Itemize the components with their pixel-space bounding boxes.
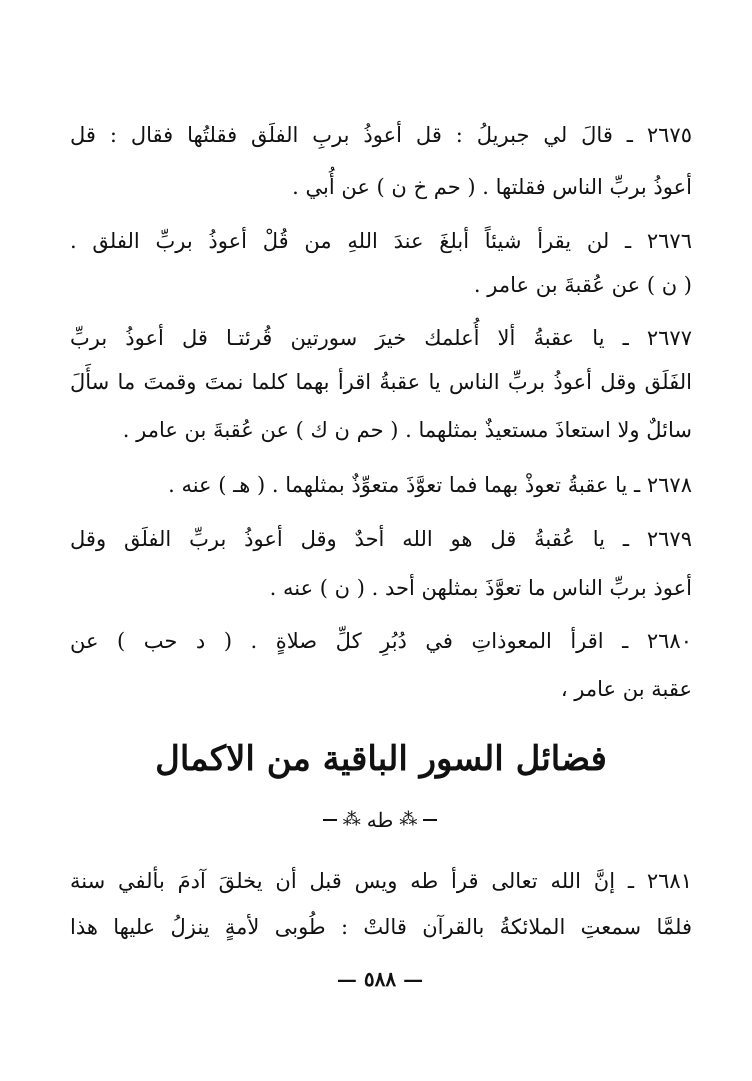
text-line-4: ( ن ) عن عُقبةَ بن عامر . <box>473 273 692 297</box>
ornament-label: طه <box>366 808 394 832</box>
text-line-12: عقبة بن عامر ، <box>560 677 692 701</box>
ornament-dash-right <box>423 819 437 821</box>
text-line-14: فلمَّا سمعتِ الملائكةُ بالقرآن قالتْ : طُوبى لأمةٍ ينزلُ عليها هذا <box>70 915 692 939</box>
text-line-11: ٢٦٨٠ ـ اقرأ المعوذاتِ في دُبُرِ كلِّ صلاةٍ . ( د حب ) عن <box>70 629 692 653</box>
text-line-7: سائلٌ ولا استعاذَ مستعيذٌ بمثلهما . ( حم ن ك ) عن عُقبةَ بن عامر . <box>122 418 692 442</box>
text-line-9: ٢٦٧٩ ـ يا عُقبةُ قل هو الله أحدٌ وقل أعوذُ بربِّ الفلَق وقل <box>70 527 692 551</box>
text-line-5: ٢٦٧٧ ـ يا عقبةُ ألا أُعلمك خيرَ سورتين قُرئتـا قل أعوذُ بربِّ <box>70 326 692 350</box>
text-line-8: ٢٦٧٨ ـ يا عقبةُ تعوذْ بهما فما تعوَّذَ متعوِّذٌ بمثلهما . ( هـ ) عنه . <box>168 473 692 497</box>
text-line-10: أعوذ بربِّ الناس ما تعوَّذَ بمثلهن أحد . ( ن ) عنه . <box>269 576 692 600</box>
ornament-dash-left <box>323 819 337 821</box>
section-heading: فضائل السور الباقية من الاكمال <box>155 739 607 779</box>
page-number: — ٥٨٨ — <box>336 967 424 991</box>
ornament-flourish-right-icon: ⁂ <box>399 809 418 830</box>
text-line-13: ٢٦٨١ ـ إنَّ الله تعالى قرأ طه ويس قبل أن يخلقَ آدمَ بألفي سنة <box>70 869 692 893</box>
text-line-2: أعوذُ بربِّ الناس فقلتها . ( حم خ ن ) عن أُبي . <box>292 175 692 199</box>
surah-ornament <box>270 803 490 837</box>
ornament-flourish-left-icon: ⁂ <box>342 809 361 830</box>
text-line-3: ٢٦٧٦ ـ لن يقرأ شيئاً أبلغَ عندَ اللهِ من قُلْ أعوذُ بربِّ الفلق . <box>70 229 692 253</box>
text-line-1: ٢٦٧٥ ـ قالَ لي جبريلُ : قل أعوذُ بربِ الفلَق فقلتُها فقال : قل <box>70 123 692 147</box>
text-line-6: الفَلَق وقل أعوذُ بربِّ الناس يا عقبةُ اقرأ بهما كلما نمتَ وقمتَ ما سأَلَ <box>70 370 692 394</box>
